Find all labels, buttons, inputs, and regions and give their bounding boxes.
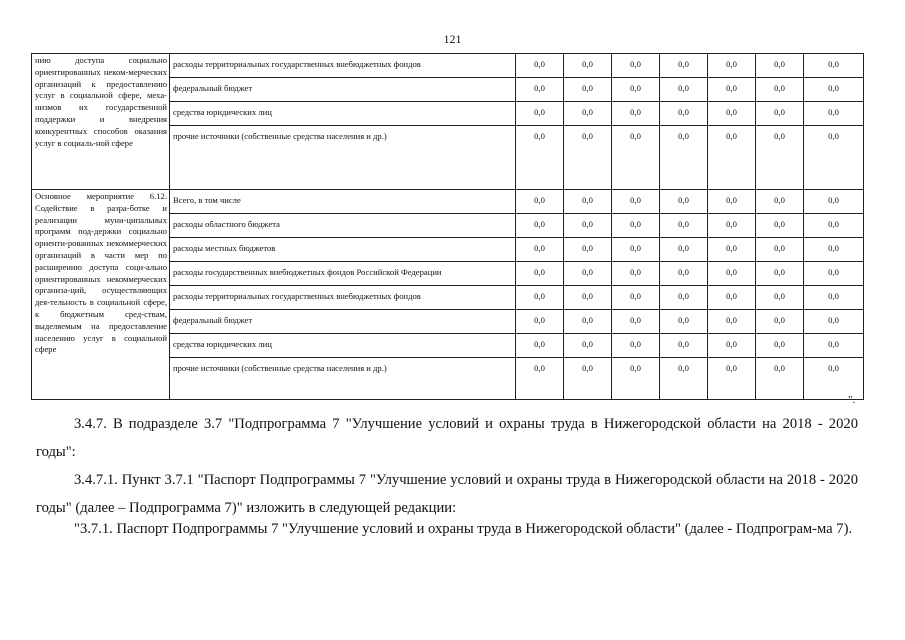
funding-source: прочие источники (собственные средства населения и др.) — [170, 358, 516, 400]
funding-value: 0,0 — [612, 334, 660, 358]
funding-source: прочие источники (собственные средства населения и др.) — [170, 126, 516, 190]
paragraph-3-7-1 — [36, 515, 858, 543]
funding-value: 0,0 — [804, 126, 864, 190]
funding-value: 0,0 — [804, 78, 864, 102]
funding-source: расходы территориальных государственных внебюджетных фондов — [170, 54, 516, 78]
funding-value: 0,0 — [564, 214, 612, 238]
funding-value: 0,0 — [756, 78, 804, 102]
funding-value: 0,0 — [756, 214, 804, 238]
funding-value: 0,0 — [612, 310, 660, 334]
funding-value: 0,0 — [660, 190, 708, 214]
funding-value: 0,0 — [516, 358, 564, 400]
funding-value: 0,0 — [708, 78, 756, 102]
funding-value: 0,0 — [756, 334, 804, 358]
funding-value: 0,0 — [804, 190, 864, 214]
funding-value: 0,0 — [516, 54, 564, 78]
table-row — [32, 54, 864, 78]
funding-value: 0,0 — [516, 286, 564, 310]
funding-value: 0,0 — [612, 238, 660, 262]
paragraph-text: 3.4.7. В подразделе 3.7 "Подпрограмма 7 "Улучшение условий и охраны труда в Нижегородской области на 2018 - 2020 годы": — [36, 416, 858, 460]
funding-value: 0,0 — [756, 126, 804, 190]
funding-value: 0,0 — [804, 286, 864, 310]
activity-description: нию доступа социально ориентированных неком-мерческих организаций к предоставлению услуг в социальной сфере, меха-низмов их государственной поддержки и внедрения конкурентных способов оказания услуг в социаль-ной сфере — [32, 54, 170, 190]
closing-quote: ". — [848, 394, 856, 406]
funding-value: 0,0 — [708, 102, 756, 126]
funding-value: 0,0 — [660, 286, 708, 310]
funding-value: 0,0 — [660, 126, 708, 190]
funding-value: 0,0 — [516, 310, 564, 334]
funding-source: расходы местных бюджетов — [170, 238, 516, 262]
funding-value: 0,0 — [516, 102, 564, 126]
funding-value: 0,0 — [756, 310, 804, 334]
table-row — [32, 190, 864, 214]
funding-value: 0,0 — [612, 262, 660, 286]
funding-source: федеральный бюджет — [170, 78, 516, 102]
funding-value: 0,0 — [612, 126, 660, 190]
funding-value: 0,0 — [708, 262, 756, 286]
funding-value: 0,0 — [804, 238, 864, 262]
funding-value: 0,0 — [660, 54, 708, 78]
funding-value: 0,0 — [756, 262, 804, 286]
funding-value: 0,0 — [660, 102, 708, 126]
funding-value: 0,0 — [564, 102, 612, 126]
funding-value: 0,0 — [804, 310, 864, 334]
funding-value: 0,0 — [708, 334, 756, 358]
funding-value: 0,0 — [516, 262, 564, 286]
funding-value: 0,0 — [660, 310, 708, 334]
funding-value: 0,0 — [564, 286, 612, 310]
funding-value: 0,0 — [564, 78, 612, 102]
funding-value: 0,0 — [564, 238, 612, 262]
funding-value: 0,0 — [660, 238, 708, 262]
funding-value: 0,0 — [564, 54, 612, 78]
funding-value: 0,0 — [756, 54, 804, 78]
funding-value: 0,0 — [612, 358, 660, 400]
funding-value: 0,0 — [564, 310, 612, 334]
funding-value: 0,0 — [708, 310, 756, 334]
funding-value: 0,0 — [612, 78, 660, 102]
funding-value: 0,0 — [708, 54, 756, 78]
page-number: 121 — [443, 32, 462, 46]
funding-source: средства юридических лиц — [170, 334, 516, 358]
funding-value: 0,0 — [708, 126, 756, 190]
paragraph-3-4-7 — [36, 410, 858, 466]
funding-value: 0,0 — [612, 54, 660, 78]
funding-value: 0,0 — [612, 190, 660, 214]
activity-description: Основное мероприятие 6.12. Содействие в разра-ботке и реализации муни-ципальных программ под-держки социально ориенти-рованных некоммерческих организаций в части мер по расширению доступа соци-ально ориентированных некоммерческих организа-ций, осуществляющих дея-тельность в социальной сфере, к бюджетным сред-ствам, выделяемым на предоставление населению услуг в социальной сфере — [32, 190, 170, 400]
funding-value: 0,0 — [516, 78, 564, 102]
funding-value: 0,0 — [612, 214, 660, 238]
funding-value: 0,0 — [660, 78, 708, 102]
paragraph-text: 3.4.7.1. Пункт 3.7.1 "Паспорт Подпрограммы 7 "Улучшение условий и охраны труда в Нижегородской области на 2018 - 2020 годы" (далее – Подпрограмма 7)" изложить в следующей редакции: — [36, 472, 858, 516]
paragraph-text: "3.7.1. Паспорт Подпрограммы 7 "Улучшение условий и охраны труда в Нижегородской области" (далее - Подпрограм-ма 7). — [74, 521, 853, 537]
funding-source: расходы областного бюджета — [170, 214, 516, 238]
funding-value: 0,0 — [612, 102, 660, 126]
funding-value: 0,0 — [516, 334, 564, 358]
funding-value: 0,0 — [516, 190, 564, 214]
paragraph-3-4-7-1 — [36, 466, 858, 522]
funding-value: 0,0 — [756, 358, 804, 400]
funding-value: 0,0 — [564, 262, 612, 286]
funding-value: 0,0 — [756, 190, 804, 214]
funding-value: 0,0 — [660, 262, 708, 286]
funding-source: федеральный бюджет — [170, 310, 516, 334]
funding-source: средства юридических лиц — [170, 102, 516, 126]
funding-value: 0,0 — [756, 286, 804, 310]
funding-value: 0,0 — [564, 334, 612, 358]
funding-value: 0,0 — [564, 358, 612, 400]
funding-value: 0,0 — [564, 190, 612, 214]
funding-value: 0,0 — [756, 238, 804, 262]
funding-value: 0,0 — [708, 214, 756, 238]
funding-value: 0,0 — [804, 54, 864, 78]
funding-value: 0,0 — [660, 334, 708, 358]
funding-value: 0,0 — [804, 262, 864, 286]
funding-value: 0,0 — [804, 358, 864, 400]
funding-value: 0,0 — [708, 190, 756, 214]
funding-value: 0,0 — [708, 358, 756, 400]
funding-source: расходы территориальных государственных внебюджетных фондов — [170, 286, 516, 310]
funding-value: 0,0 — [660, 358, 708, 400]
funding-table — [31, 53, 864, 400]
funding-value: 0,0 — [804, 334, 864, 358]
funding-value: 0,0 — [756, 102, 804, 126]
funding-source: расходы государственных внебюджетных фондов Российской Федерации — [170, 262, 516, 286]
funding-source: Всего, в том числе — [170, 190, 516, 214]
funding-value: 0,0 — [660, 214, 708, 238]
funding-value: 0,0 — [708, 238, 756, 262]
funding-value: 0,0 — [516, 238, 564, 262]
funding-value: 0,0 — [708, 286, 756, 310]
funding-value: 0,0 — [612, 286, 660, 310]
funding-value: 0,0 — [804, 102, 864, 126]
funding-value: 0,0 — [804, 214, 864, 238]
funding-value: 0,0 — [564, 126, 612, 190]
funding-value: 0,0 — [516, 214, 564, 238]
funding-value: 0,0 — [516, 126, 564, 190]
